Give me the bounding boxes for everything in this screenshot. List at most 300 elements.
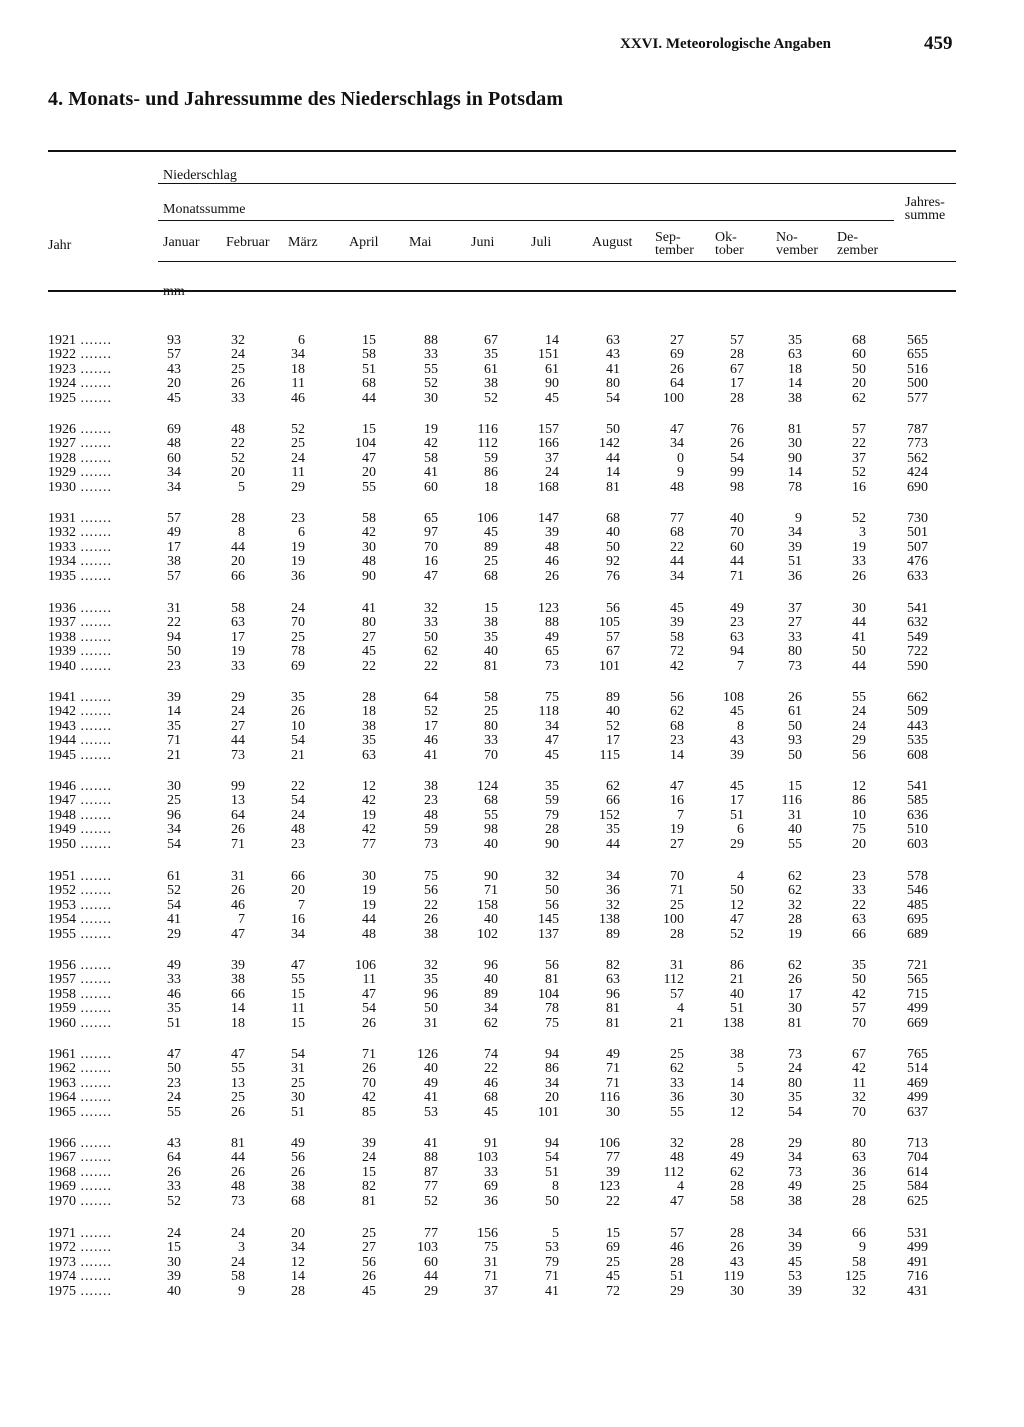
year-value: 1940 [48, 658, 76, 674]
table-row [0, 823, 1024, 837]
month-value-cell: 50 [424, 629, 438, 645]
niederschlag-rule [158, 183, 956, 184]
month-value-cell: 98 [484, 822, 498, 838]
month-value-cell: 71 [484, 1269, 498, 1285]
month-row-rule [158, 261, 956, 262]
month-value-cell: 90 [788, 450, 802, 466]
month-value-cell: 52 [852, 511, 866, 526]
annual-total-cell: 565 [907, 972, 928, 988]
month-value-cell: 66 [852, 926, 866, 942]
month-value-cell: 20 [167, 376, 181, 392]
table-row [0, 452, 1024, 466]
month-value-cell: 9 [238, 1283, 245, 1299]
month-value-cell: 60 [852, 347, 866, 363]
month-value-cell: 46 [167, 986, 181, 1002]
month-value-cell: 54 [167, 897, 181, 913]
month-value-cell: 157 [538, 422, 559, 437]
month-value-cell: 81 [362, 1193, 376, 1209]
table-row [0, 1270, 1024, 1284]
month-value-cell: 96 [606, 986, 620, 1002]
month-header-line-2: zember [837, 243, 879, 258]
leader-dots: ....... [76, 554, 112, 570]
month-value-cell: 50 [852, 972, 866, 988]
month-value-cell: 72 [606, 1283, 620, 1299]
month-value-cell: 19 [362, 807, 376, 823]
month-value-cell: 81 [788, 1015, 802, 1031]
annual-total-cell: 424 [907, 465, 928, 481]
leader-dots: ....... [76, 822, 112, 838]
annual-total-cell: 509 [907, 704, 928, 720]
table-row [0, 1077, 1024, 1091]
month-value-cell: 53 [545, 1240, 559, 1256]
month-value-cell: 58 [424, 450, 438, 466]
month-value-cell: 34 [291, 1240, 305, 1256]
month-value-cell: 17 [788, 986, 802, 1002]
month-value-cell: 37 [484, 1283, 498, 1299]
annual-total-cell: 590 [907, 658, 928, 674]
month-value-cell: 43 [167, 361, 181, 377]
month-value-cell: 28 [788, 912, 802, 928]
month-value-cell: 40 [730, 986, 744, 1002]
month-value-cell: 71 [730, 568, 744, 584]
month-value-cell: 26 [788, 972, 802, 988]
month-value-cell: 36 [852, 1164, 866, 1180]
month-value-cell: 62 [852, 390, 866, 406]
month-value-cell: 73 [788, 658, 802, 674]
month-value-cell: 30 [730, 1283, 744, 1299]
year-cell [48, 452, 148, 466]
month-value-cell: 61 [484, 361, 498, 377]
month-value-cell: 138 [599, 912, 620, 928]
month-value-cell: 86 [545, 1061, 559, 1077]
month-value-cell: 49 [606, 1047, 620, 1062]
table-row [0, 1166, 1024, 1180]
month-value-cell: 50 [788, 747, 802, 763]
year-value: 1958 [48, 986, 76, 1002]
month-value-cell: 52 [167, 883, 181, 899]
month-value-cell: 23 [852, 869, 866, 884]
year-cell [48, 884, 148, 898]
month-value-cell: 26 [362, 1269, 376, 1285]
annual-total-cell: 625 [907, 1193, 928, 1209]
month-value-cell: 44 [362, 390, 376, 406]
year-cell [48, 1256, 148, 1270]
month-value-cell: 52 [424, 1193, 438, 1209]
month-value-cell: 112 [477, 436, 498, 452]
month-value-cell: 43 [730, 733, 744, 749]
year-value: 1924 [48, 376, 76, 392]
column-header-month [837, 231, 878, 257]
annual-line-1: Jahres- [905, 195, 945, 210]
annual-total-cell: 443 [907, 718, 928, 734]
month-value-cell: 34 [670, 568, 684, 584]
month-value-cell: 52 [484, 390, 498, 406]
month-value-cell: 21 [670, 1015, 684, 1031]
annual-total-cell: 655 [907, 347, 928, 363]
month-value-cell: 68 [852, 333, 866, 348]
year-value: 1960 [48, 1015, 76, 1031]
year-cell [48, 377, 148, 391]
month-value-cell: 27 [362, 629, 376, 645]
month-value-cell: 14 [730, 1075, 744, 1091]
month-value-cell: 19 [231, 644, 245, 660]
month-value-cell: 52 [231, 450, 245, 466]
year-cell [48, 660, 148, 674]
month-value-cell: 10 [291, 718, 305, 734]
month-value-cell: 57 [670, 1226, 684, 1241]
year-cell [48, 749, 148, 763]
month-value-cell: 44 [231, 1150, 245, 1166]
month-value-cell: 48 [362, 926, 376, 942]
month-value-cell: 75 [424, 869, 438, 884]
year-cell [48, 794, 148, 808]
month-value-cell: 88 [424, 1150, 438, 1166]
annual-total-cell: 765 [907, 1047, 928, 1062]
year-cell [48, 928, 148, 942]
month-value-cell: 21 [730, 972, 744, 988]
leader-dots: ....... [76, 511, 112, 526]
month-value-cell: 46 [670, 1240, 684, 1256]
year-cell [48, 1106, 148, 1120]
month-value-cell: 62 [788, 958, 802, 973]
month-value-cell: 19 [670, 822, 684, 838]
month-value-cell: 55 [484, 807, 498, 823]
year-value: 1944 [48, 733, 76, 749]
month-value-cell: 22 [606, 1193, 620, 1209]
table-row [0, 348, 1024, 362]
month-value-cell: 17 [730, 793, 744, 809]
year-value: 1966 [48, 1136, 76, 1151]
month-header-line-1: Juli [531, 235, 552, 250]
month-value-cell: 34 [545, 718, 559, 734]
month-value-cell: 30 [362, 539, 376, 555]
leader-dots: ....... [76, 644, 112, 660]
month-value-cell: 48 [231, 422, 245, 437]
month-value-cell: 100 [663, 912, 684, 928]
month-value-cell: 67 [484, 333, 498, 348]
month-value-cell: 89 [606, 926, 620, 942]
month-value-cell: 49 [730, 601, 744, 616]
month-value-cell: 71 [167, 733, 181, 749]
month-value-cell: 26 [231, 1104, 245, 1120]
year-cell [48, 1077, 148, 1091]
month-value-cell: 52 [730, 926, 744, 942]
month-value-cell: 34 [788, 1150, 802, 1166]
month-value-cell: 119 [723, 1269, 744, 1285]
month-value-cell: 41 [362, 601, 376, 616]
leader-dots: ....... [76, 436, 112, 452]
month-value-cell: 19 [291, 539, 305, 555]
month-value-cell: 14 [788, 465, 802, 481]
month-value-cell: 78 [291, 644, 305, 660]
table-row [0, 959, 1024, 973]
month-value-cell: 9 [677, 465, 684, 481]
month-value-cell: 45 [730, 779, 744, 794]
month-value-cell: 25 [484, 554, 498, 570]
month-header-line-2: vember [776, 243, 818, 258]
month-value-cell: 51 [291, 1104, 305, 1120]
year-cell [48, 541, 148, 555]
year-value: 1965 [48, 1104, 76, 1120]
month-value-cell: 65 [545, 644, 559, 660]
month-value-cell: 18 [788, 361, 802, 377]
table-row [0, 1106, 1024, 1120]
table-title: 4. Monats- und Jahressumme des Niederschlags in Potsdam [48, 88, 564, 110]
month-value-cell: 45 [362, 644, 376, 660]
month-value-cell: 50 [545, 883, 559, 899]
leader-dots: ....... [76, 1150, 112, 1166]
column-header-jahr: Jahr [48, 238, 72, 253]
table-row [0, 437, 1024, 451]
annual-total-cell: 499 [907, 1240, 928, 1256]
month-value-cell: 39 [788, 1240, 802, 1256]
month-value-cell: 63 [730, 629, 744, 645]
table-row [0, 838, 1024, 852]
month-value-cell: 51 [730, 807, 744, 823]
month-value-cell: 115 [599, 747, 620, 763]
month-value-cell: 22 [424, 658, 438, 674]
annual-total-cell: 608 [907, 747, 928, 763]
month-value-cell: 45 [788, 1254, 802, 1270]
leader-dots: ....... [76, 525, 112, 541]
month-value-cell: 40 [606, 704, 620, 720]
month-value-cell: 12 [730, 1104, 744, 1120]
table-row [0, 870, 1024, 884]
year-cell [48, 1048, 148, 1062]
month-value-cell: 94 [545, 1047, 559, 1062]
month-value-cell: 22 [291, 779, 305, 794]
month-value-cell: 70 [852, 1015, 866, 1031]
month-value-cell: 33 [231, 390, 245, 406]
month-value-cell: 44 [852, 658, 866, 674]
month-value-cell: 55 [852, 690, 866, 705]
month-value-cell: 33 [484, 733, 498, 749]
month-value-cell: 28 [730, 390, 744, 406]
year-cell [48, 555, 148, 569]
annual-total-cell: 722 [907, 644, 928, 660]
month-value-cell: 57 [730, 333, 744, 348]
year-value: 1961 [48, 1047, 76, 1062]
column-header-month [531, 236, 551, 249]
month-value-cell: 39 [788, 539, 802, 555]
month-value-cell: 32 [231, 333, 245, 348]
month-value-cell: 137 [538, 926, 559, 942]
month-value-cell: 82 [606, 958, 620, 973]
month-value-cell: 40 [167, 1283, 181, 1299]
month-value-cell: 25 [291, 436, 305, 452]
month-value-cell: 26 [730, 1240, 744, 1256]
month-value-cell: 106 [477, 511, 498, 526]
month-value-cell: 56 [291, 1150, 305, 1166]
month-value-cell: 27 [231, 718, 245, 734]
month-value-cell: 70 [362, 1075, 376, 1091]
table-row [0, 466, 1024, 480]
table-row [0, 809, 1024, 823]
leader-dots: ....... [76, 479, 112, 495]
column-header-month [715, 231, 744, 257]
month-value-cell: 35 [167, 718, 181, 734]
month-value-cell: 23 [730, 615, 744, 631]
month-value-cell: 44 [362, 912, 376, 928]
table-row [0, 1137, 1024, 1151]
month-value-cell: 24 [231, 704, 245, 720]
month-value-cell: 102 [477, 926, 498, 942]
month-value-cell: 34 [484, 1001, 498, 1017]
month-value-cell: 17 [231, 629, 245, 645]
month-value-cell: 17 [167, 539, 181, 555]
month-value-cell: 124 [477, 779, 498, 794]
month-value-cell: 58 [231, 601, 245, 616]
table-row [0, 884, 1024, 898]
table-row [0, 631, 1024, 645]
month-value-cell: 36 [291, 568, 305, 584]
month-value-cell: 15 [606, 1226, 620, 1241]
year-value: 1950 [48, 836, 76, 852]
month-value-cell: 93 [788, 733, 802, 749]
month-value-cell: 30 [291, 1090, 305, 1106]
month-value-cell: 91 [484, 1136, 498, 1151]
month-value-cell: 47 [362, 986, 376, 1002]
month-value-cell: 20 [291, 883, 305, 899]
year-cell [48, 988, 148, 1002]
month-value-cell: 99 [231, 779, 245, 794]
month-header-line-1: Mai [409, 235, 432, 250]
month-value-cell: 44 [670, 554, 684, 570]
month-value-cell: 45 [606, 1269, 620, 1285]
month-value-cell: 26 [167, 1164, 181, 1180]
month-value-cell: 80 [852, 1136, 866, 1151]
month-value-cell: 31 [484, 1254, 498, 1270]
annual-total-cell: 541 [907, 779, 928, 794]
month-value-cell: 28 [231, 511, 245, 526]
annual-total-cell: 662 [907, 690, 928, 705]
year-value: 1921 [48, 333, 76, 348]
page-number: 459 [924, 33, 953, 54]
column-header-annual [890, 196, 960, 222]
month-value-cell: 112 [663, 972, 684, 988]
month-value-cell: 32 [852, 1090, 866, 1106]
month-value-cell: 71 [670, 883, 684, 899]
month-value-cell: 81 [606, 1015, 620, 1031]
month-value-cell: 77 [606, 1150, 620, 1166]
month-value-cell: 28 [670, 1254, 684, 1270]
month-value-cell: 50 [852, 644, 866, 660]
month-value-cell: 47 [231, 1047, 245, 1062]
month-value-cell: 75 [545, 1015, 559, 1031]
month-value-cell: 56 [852, 747, 866, 763]
month-value-cell: 61 [788, 704, 802, 720]
year-cell [48, 1270, 148, 1284]
month-value-cell: 12 [291, 1254, 305, 1270]
year-cell [48, 392, 148, 406]
month-value-cell: 15 [167, 1240, 181, 1256]
month-value-cell: 56 [606, 601, 620, 616]
month-value-cell: 104 [355, 436, 376, 452]
leader-dots: ....... [76, 465, 112, 481]
year-cell [48, 973, 148, 987]
table-row [0, 691, 1024, 705]
year-cell [48, 705, 148, 719]
month-value-cell: 26 [231, 822, 245, 838]
month-value-cell: 36 [606, 883, 620, 899]
month-value-cell: 9 [795, 511, 802, 526]
month-value-cell: 24 [291, 601, 305, 616]
leader-dots: ....... [76, 958, 112, 973]
month-value-cell: 89 [484, 539, 498, 555]
annual-line-2: summe [904, 208, 946, 223]
month-value-cell: 23 [167, 658, 181, 674]
month-value-cell: 7 [238, 912, 245, 928]
month-value-cell: 47 [670, 422, 684, 437]
month-value-cell: 54 [291, 733, 305, 749]
month-value-cell: 33 [231, 658, 245, 674]
month-value-cell: 15 [362, 333, 376, 348]
month-value-cell: 90 [545, 376, 559, 392]
month-value-cell: 35 [606, 822, 620, 838]
month-value-cell: 50 [606, 539, 620, 555]
month-value-cell: 66 [291, 869, 305, 884]
month-value-cell: 27 [362, 1240, 376, 1256]
month-value-cell: 28 [291, 1283, 305, 1299]
month-value-cell: 54 [730, 450, 744, 466]
annual-total-cell: 491 [907, 1254, 928, 1270]
month-value-cell: 96 [167, 807, 181, 823]
month-value-cell: 3 [859, 525, 866, 541]
month-value-cell: 51 [730, 1001, 744, 1017]
month-value-cell: 54 [167, 836, 181, 852]
month-value-cell: 23 [670, 733, 684, 749]
year-value: 1974 [48, 1269, 76, 1285]
table-row [0, 1227, 1024, 1241]
month-value-cell: 61 [167, 869, 181, 884]
annual-total-cell: 500 [907, 376, 928, 392]
month-value-cell: 4 [677, 1001, 684, 1017]
month-value-cell: 58 [362, 511, 376, 526]
month-value-cell: 66 [606, 793, 620, 809]
month-value-cell: 51 [670, 1269, 684, 1285]
month-value-cell: 32 [852, 1283, 866, 1299]
month-value-cell: 41 [424, 1090, 438, 1106]
leader-dots: ....... [76, 333, 112, 348]
year-value: 1972 [48, 1240, 76, 1256]
month-value-cell: 12 [362, 779, 376, 794]
month-value-cell: 71 [606, 1075, 620, 1091]
month-value-cell: 50 [788, 718, 802, 734]
month-value-cell: 89 [484, 986, 498, 1002]
year-value: 1947 [48, 793, 76, 809]
month-value-cell: 45 [362, 1283, 376, 1299]
table-row [0, 526, 1024, 540]
month-value-cell: 29 [424, 1283, 438, 1299]
annual-total-cell: 578 [907, 869, 928, 884]
month-value-cell: 44 [231, 539, 245, 555]
year-value: 1929 [48, 465, 76, 481]
month-value-cell: 27 [670, 836, 684, 852]
month-value-cell: 56 [362, 1254, 376, 1270]
month-value-cell: 12 [852, 779, 866, 794]
month-value-cell: 26 [788, 690, 802, 705]
month-value-cell: 34 [167, 479, 181, 495]
month-value-cell: 68 [484, 793, 498, 809]
year-value: 1939 [48, 644, 76, 660]
month-value-cell: 59 [484, 450, 498, 466]
month-value-cell: 35 [362, 733, 376, 749]
month-value-cell: 20 [545, 1090, 559, 1106]
month-value-cell: 45 [484, 1104, 498, 1120]
year-value: 1922 [48, 347, 76, 363]
month-value-cell: 23 [291, 511, 305, 526]
annual-total-cell: 431 [907, 1283, 928, 1299]
